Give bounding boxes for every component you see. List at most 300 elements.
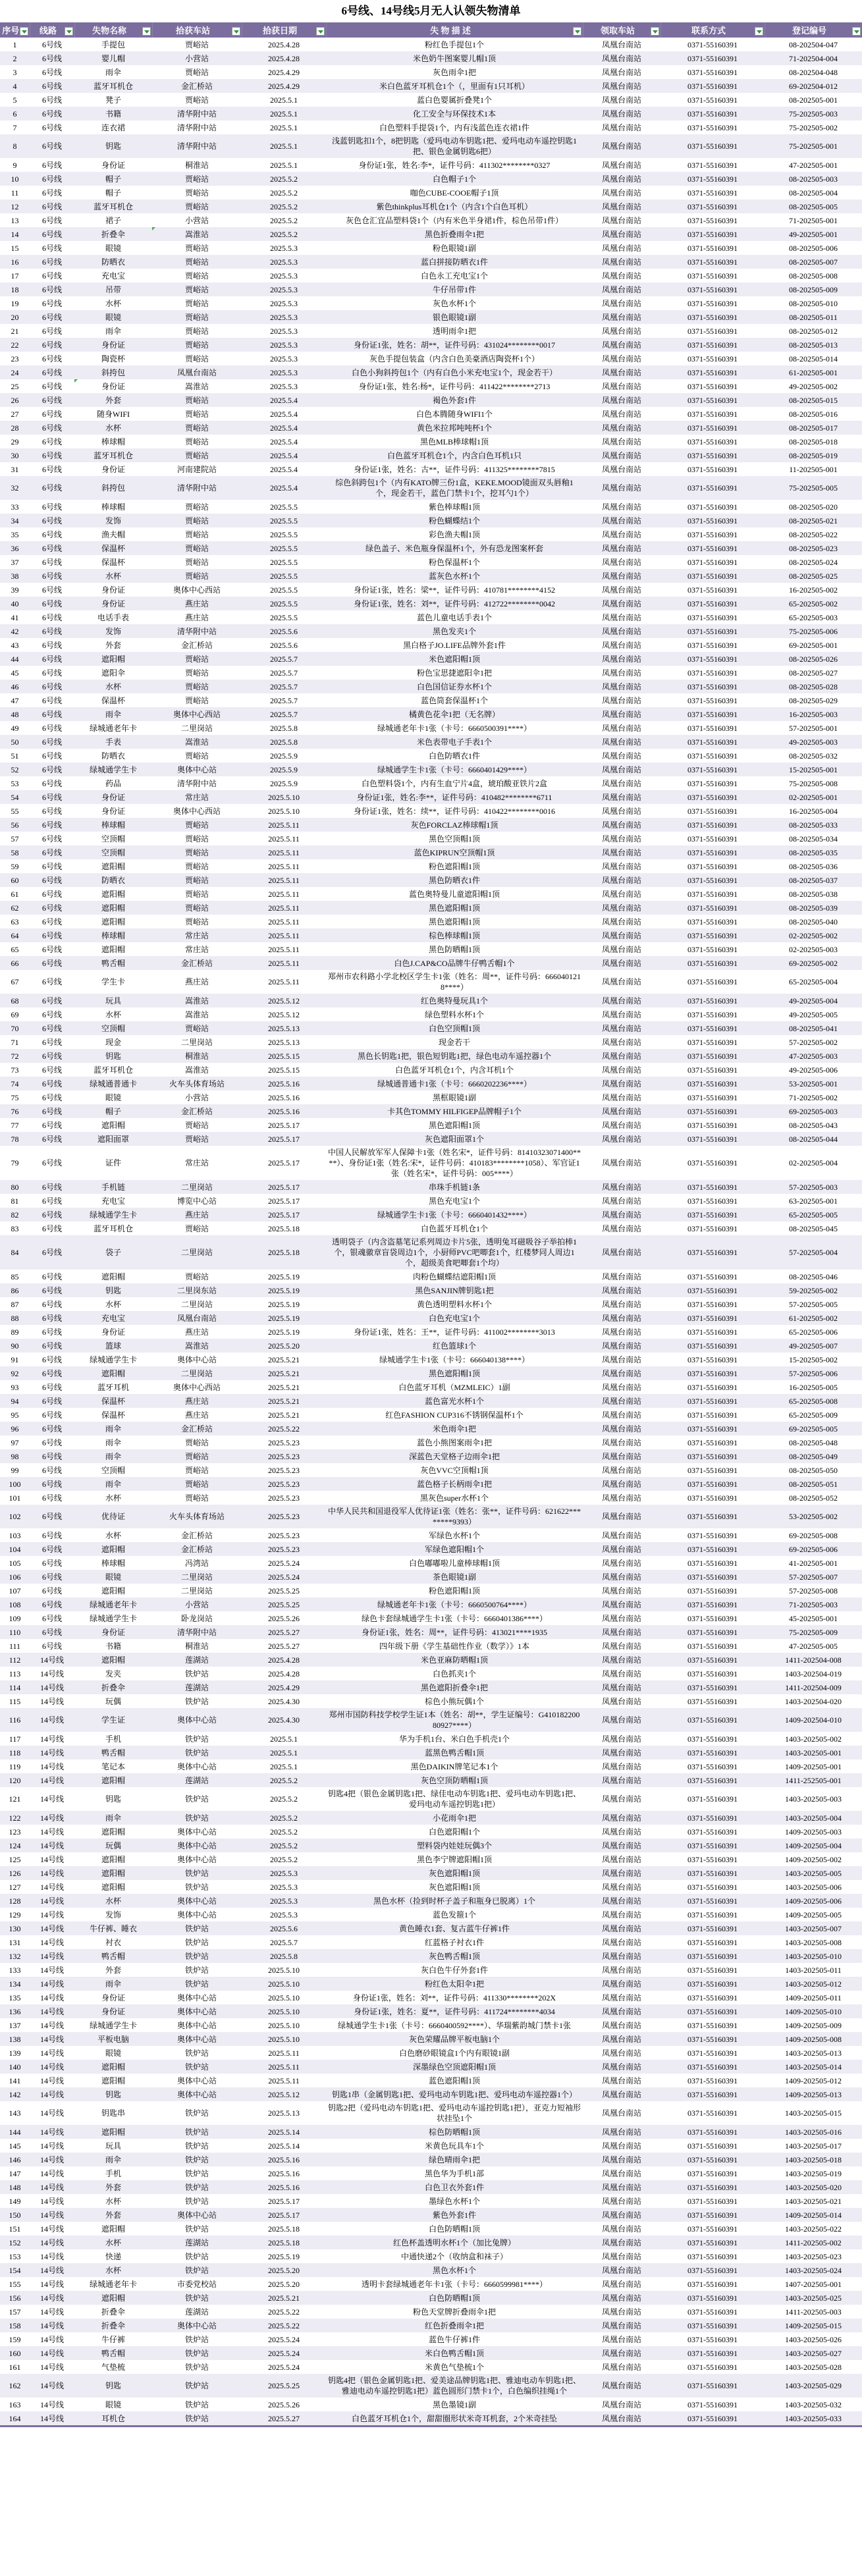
cell-no[interactable]: 135 [0,1991,30,2004]
cell-claim-station[interactable]: 凤凰台南站 [583,51,660,65]
cell-no[interactable]: 109 [0,1611,30,1625]
cell-item[interactable]: 遮阳帽 [74,2222,152,2236]
cell-line[interactable]: 6号线 [30,1542,74,1556]
cell-item[interactable]: 保温杯 [74,541,152,555]
cell-found-date[interactable]: 2025.5.3 [242,1880,326,1894]
cell-found-station[interactable]: 二里岗站 [152,1297,242,1311]
cell-found-date[interactable]: 2025.5.2 [242,213,326,227]
cell-claim-station[interactable]: 凤凰台南站 [583,1963,660,1977]
cell-reg-no[interactable]: 08-202504-047 [765,38,862,51]
cell-found-station[interactable]: 贾峪站 [152,555,242,569]
cell-claim-station[interactable]: 凤凰台南站 [583,1825,660,1838]
cell-item[interactable]: 遮阳面罩 [74,1132,152,1146]
cell-line[interactable]: 6号线 [30,970,74,994]
cell-description[interactable]: 白色蓝牙耳机仓1个 [326,1221,583,1235]
cell-description[interactable]: 茶色眼镜1副 [326,1570,583,1584]
cell-found-date[interactable]: 2025.5.3 [242,255,326,269]
cell-contact[interactable]: 0371-55160391 [660,2004,765,2018]
cell-found-date[interactable]: 2025.5.7 [242,1935,326,1949]
cell-claim-station[interactable]: 凤凰台南站 [583,527,660,541]
cell-contact[interactable]: 0371-55160391 [660,227,765,241]
cell-no[interactable]: 6 [0,107,30,121]
cell-found-station[interactable]: 贾峪站 [152,680,242,693]
cell-found-date[interactable]: 2025.5.7 [242,707,326,721]
cell-line[interactable]: 6号线 [30,1584,74,1597]
cell-reg-no[interactable]: 1403-202505-022 [765,2222,862,2236]
cell-contact[interactable]: 0371-55160391 [660,269,765,282]
cell-found-station[interactable]: 莲湖站 [152,1653,242,1667]
cell-item[interactable]: 眼镜 [74,310,152,324]
cell-line[interactable]: 14号线 [30,1880,74,1894]
cell-found-date[interactable]: 2025.5.2 [242,1852,326,1866]
cell-item[interactable]: 遮阳帽 [74,1653,152,1667]
cell-no[interactable]: 100 [0,1477,30,1491]
cell-claim-station[interactable]: 凤凰台南站 [583,1146,660,1180]
cell-description[interactable]: 白色防晒帽1顶 [326,2291,583,2305]
cell-contact[interactable]: 0371-55160391 [660,1311,765,1325]
cell-claim-station[interactable]: 凤凰台南站 [583,928,660,942]
cell-no[interactable]: 163 [0,2398,30,2411]
cell-found-station[interactable]: 贾峪站 [152,1436,242,1449]
cell-no[interactable]: 69 [0,1007,30,1021]
cell-found-station[interactable]: 常庄站 [152,928,242,942]
cell-line[interactable]: 6号线 [30,1477,74,1491]
cell-no[interactable]: 28 [0,421,30,435]
cell-found-date[interactable]: 2025.5.23 [242,1491,326,1505]
cell-no[interactable]: 133 [0,1963,30,1977]
cell-item[interactable]: 眼镜 [74,2398,152,2411]
cell-no[interactable]: 78 [0,1132,30,1146]
cell-item[interactable]: 手提包 [74,38,152,51]
cell-reg-no[interactable]: 1409-202505-004 [765,1838,862,1852]
cell-description[interactable]: 灰色FORCLAZ棒球帽1顶 [326,818,583,832]
cell-contact[interactable]: 0371-55160391 [660,462,765,476]
cell-contact[interactable]: 0371-55160391 [660,832,765,845]
cell-found-station[interactable]: 小营站 [152,1090,242,1104]
cell-found-station[interactable]: 贾峪站 [152,421,242,435]
cell-line[interactable]: 14号线 [30,2153,74,2166]
cell-line[interactable]: 6号线 [30,1597,74,1611]
cell-no[interactable]: 73 [0,1063,30,1077]
cell-claim-station[interactable]: 凤凰台南站 [583,1505,660,1528]
cell-reg-no[interactable]: 1403-202505-023 [765,2249,862,2263]
cell-reg-no[interactable]: 08-202505-049 [765,1449,862,1463]
cell-found-station[interactable]: 铁炉站 [152,2398,242,2411]
cell-claim-station[interactable]: 凤凰台南站 [583,379,660,393]
cell-found-date[interactable]: 2025.5.10 [242,2004,326,2018]
cell-claim-station[interactable]: 凤凰台南站 [583,790,660,804]
cell-no[interactable]: 121 [0,1787,30,1811]
cell-line[interactable]: 6号线 [30,1090,74,1104]
cell-description[interactable]: 身份证1张，姓名：胡**，证件号码：431024********0017 [326,338,583,352]
cell-found-date[interactable]: 2025.5.25 [242,1584,326,1597]
cell-claim-station[interactable]: 凤凰台南站 [583,338,660,352]
cell-found-station[interactable]: 贾峪站 [152,652,242,666]
cell-found-station[interactable]: 贾峪站 [152,514,242,527]
cell-item[interactable]: 帽子 [74,1104,152,1118]
cell-reg-no[interactable]: 49-202505-004 [765,994,862,1007]
cell-line[interactable]: 6号线 [30,583,74,597]
cell-line[interactable]: 6号线 [30,282,74,296]
cell-no[interactable]: 129 [0,1908,30,1921]
cell-no[interactable]: 87 [0,1297,30,1311]
cell-contact[interactable]: 0371-55160391 [660,352,765,365]
cell-description[interactable]: 红色折叠雨伞1把 [326,2319,583,2332]
cell-reg-no[interactable]: 08-202505-029 [765,693,862,707]
cell-line[interactable]: 6号线 [30,1528,74,1542]
cell-line[interactable]: 6号线 [30,158,74,172]
cell-found-station[interactable]: 清华附中站 [152,1625,242,1639]
cell-description[interactable]: 蓝色筒套保温杯1个 [326,693,583,707]
cell-item[interactable]: 折叠伞 [74,227,152,241]
cell-contact[interactable]: 0371-55160391 [660,1825,765,1838]
cell-line[interactable]: 6号线 [30,541,74,555]
cell-reg-no[interactable]: 1411-252505-001 [765,1773,862,1787]
cell-item[interactable]: 衬衣 [74,1935,152,1949]
cell-item[interactable]: 雨伞 [74,324,152,338]
cell-description[interactable]: 粉色眼镜1副 [326,241,583,255]
cell-description[interactable]: 身份证1张，姓名：刘**，证件号码：412722********0042 [326,597,583,610]
cell-no[interactable]: 16 [0,255,30,269]
cell-item[interactable]: 身份证 [74,2004,152,2018]
cell-no[interactable]: 98 [0,1449,30,1463]
cell-reg-no[interactable]: 08-202505-046 [765,1270,862,1283]
cell-no[interactable]: 85 [0,1270,30,1283]
cell-description[interactable]: 米黄色气垫梳1个 [326,2360,583,2374]
cell-found-date[interactable]: 2025.5.20 [242,2263,326,2277]
cell-no[interactable]: 159 [0,2332,30,2346]
cell-item[interactable]: 保温杯 [74,555,152,569]
cell-found-station[interactable]: 奥体中心西站 [152,583,242,597]
cell-claim-station[interactable]: 凤凰台南站 [583,2060,660,2074]
cell-claim-station[interactable]: 凤凰台南站 [583,1180,660,1194]
cell-line[interactable]: 6号线 [30,435,74,448]
cell-found-date[interactable]: 2025.5.8 [242,721,326,735]
cell-found-station[interactable]: 铁炉站 [152,1963,242,1977]
cell-line[interactable]: 14号线 [30,2398,74,2411]
cell-no[interactable]: 51 [0,749,30,763]
cell-claim-station[interactable]: 凤凰台南站 [583,1408,660,1422]
cell-description[interactable]: 黑色遮阳帽1顶 [326,915,583,928]
cell-claim-station[interactable]: 凤凰台南站 [583,1584,660,1597]
cell-reg-no[interactable]: 1409-202505-012 [765,2074,862,2087]
cell-description[interactable]: 灰色遮阳面罩1个 [326,1132,583,1146]
cell-contact[interactable]: 0371-55160391 [660,583,765,597]
cell-description[interactable]: 白色蓝牙耳机仓1个，内含白色耳机1只 [326,448,583,462]
cell-found-date[interactable]: 2025.5.18 [242,1221,326,1235]
cell-description[interactable]: 黑色水杯（捡到时杯子盖子和瓶身已脱离）1个 [326,1894,583,1908]
cell-item[interactable]: 外套 [74,1963,152,1977]
cell-found-date[interactable]: 2025.4.28 [242,1653,326,1667]
cell-found-station[interactable]: 奥体中心站 [152,1825,242,1838]
cell-claim-station[interactable]: 凤凰台南站 [583,393,660,407]
cell-no[interactable]: 50 [0,735,30,749]
cell-reg-no[interactable]: 57-202505-004 [765,1235,862,1270]
cell-contact[interactable]: 0371-55160391 [660,1380,765,1394]
cell-line[interactable]: 6号线 [30,421,74,435]
cell-found-date[interactable]: 2025.5.11 [242,942,326,956]
cell-description[interactable]: 灰色遮阳帽1顶 [326,1866,583,1880]
cell-found-date[interactable]: 2025.5.23 [242,1505,326,1528]
cell-item[interactable]: 水杯 [74,2194,152,2208]
cell-reg-no[interactable]: 1411-202505-002 [765,2236,862,2249]
cell-reg-no[interactable]: 75-202505-002 [765,121,862,134]
cell-line[interactable]: 6号线 [30,1570,74,1584]
cell-line[interactable]: 6号线 [30,448,74,462]
cell-contact[interactable]: 0371-55160391 [660,65,765,79]
cell-item[interactable]: 耳机仓 [74,2411,152,2425]
cell-description[interactable]: 红色篮球1个 [326,1339,583,1353]
cell-no[interactable]: 46 [0,680,30,693]
cell-description[interactable]: 墨绿色水杯1个 [326,2194,583,2208]
cell-item[interactable]: 钥匙 [74,2087,152,2101]
cell-item[interactable]: 遮阳帽 [74,859,152,873]
cell-no[interactable]: 44 [0,652,30,666]
cell-found-date[interactable]: 2025.5.11 [242,873,326,887]
cell-line[interactable]: 14号线 [30,1963,74,1977]
cell-reg-no[interactable]: 65-202505-009 [765,1408,862,1422]
cell-reg-no[interactable]: 08-202505-009 [765,282,862,296]
cell-reg-no[interactable]: 16-202505-005 [765,1380,862,1394]
filter-dropdown-icon[interactable] [20,27,28,36]
cell-description[interactable]: 华为手机1台、米白色手机壳1个 [326,1732,583,1746]
cell-found-station[interactable]: 博览中心站 [152,1194,242,1208]
cell-found-station[interactable]: 铁炉站 [152,1746,242,1759]
cell-contact[interactable]: 0371-55160391 [660,2305,765,2319]
cell-found-date[interactable]: 2025.5.10 [242,790,326,804]
cell-description[interactable]: 白色蓝牙耳机仓1个，内含耳机1个 [326,1063,583,1077]
cell-found-date[interactable]: 2025.5.3 [242,241,326,255]
cell-found-date[interactable]: 2025.5.11 [242,832,326,845]
cell-found-date[interactable]: 2025.5.2 [242,1838,326,1852]
cell-found-date[interactable]: 2025.5.2 [242,1825,326,1838]
cell-line[interactable]: 6号线 [30,241,74,255]
cell-item[interactable]: 书籍 [74,1639,152,1653]
cell-description[interactable]: 透明袋子（内含盗墓笔记系列周边卡片5张，透明兔耳磁吸谷子举拍棒1个，银魂徽章盲袋周边1个，小厨师PVC吧唧套1个，红楼梦同人周边1个，超级美食吧唧套1个均） [326,1235,583,1270]
cell-item[interactable]: 蓝牙耳机 [74,1380,152,1394]
cell-contact[interactable]: 0371-55160391 [660,2101,765,2125]
cell-description[interactable]: 身份证1张，姓名：夏**，证件号码：411724********4034 [326,2004,583,2018]
cell-contact[interactable]: 0371-55160391 [660,2139,765,2153]
cell-no[interactable]: 137 [0,2018,30,2032]
cell-item[interactable]: 雨伞 [74,65,152,79]
cell-description[interactable]: 白色塑料袋1个，内有生血宁片4盒，琥珀酸亚铁片2盒 [326,776,583,790]
cell-description[interactable]: 红色FASHION CUP316不锈钢保温杯1个 [326,1408,583,1422]
cell-found-date[interactable]: 2025.5.2 [242,1811,326,1825]
cell-reg-no[interactable]: 08-202505-001 [765,93,862,107]
cell-line[interactable]: 14号线 [30,2194,74,2208]
cell-no[interactable]: 86 [0,1283,30,1297]
cell-found-station[interactable]: 贾峪站 [152,1132,242,1146]
cell-found-station[interactable]: 桐淮站 [152,1639,242,1653]
cell-contact[interactable]: 0371-55160391 [660,255,765,269]
cell-item[interactable]: 书籍 [74,107,152,121]
cell-found-date[interactable]: 2025.5.23 [242,1449,326,1463]
cell-contact[interactable]: 0371-55160391 [660,1611,765,1625]
cell-no[interactable]: 114 [0,1680,30,1694]
cell-reg-no[interactable]: 49-202505-001 [765,227,862,241]
cell-reg-no[interactable]: 69-202505-005 [765,1422,862,1436]
cell-claim-station[interactable]: 凤凰台南站 [583,514,660,527]
cell-reg-no[interactable]: 08-202505-045 [765,1221,862,1235]
cell-line[interactable]: 6号线 [30,1007,74,1021]
cell-description[interactable]: 黑色水杯1个 [326,2263,583,2277]
cell-item[interactable]: 婴儿帽 [74,51,152,65]
cell-no[interactable]: 84 [0,1235,30,1270]
cell-contact[interactable]: 0371-55160391 [660,1852,765,1866]
cell-description[interactable]: 综色斜跨包1个（内有KATO牌三份1盒，KEKE.MOOD镜面双头唇釉1个，现金若干，蓝色门禁卡1个，挖耳勺1个） [326,476,583,500]
cell-no[interactable]: 9 [0,158,30,172]
cell-found-station[interactable]: 铁炉站 [152,2291,242,2305]
cell-claim-station[interactable]: 凤凰台南站 [583,1235,660,1270]
cell-found-date[interactable]: 2025.5.24 [242,1556,326,1570]
cell-no[interactable]: 94 [0,1394,30,1408]
cell-no[interactable]: 79 [0,1146,30,1180]
cell-found-station[interactable]: 铁炉站 [152,2153,242,2166]
cell-no[interactable]: 158 [0,2319,30,2332]
cell-contact[interactable]: 0371-55160391 [660,2208,765,2222]
cell-no[interactable]: 95 [0,1408,30,1422]
cell-found-date[interactable]: 2025.5.4 [242,448,326,462]
cell-line[interactable]: 6号线 [30,107,74,121]
cell-no[interactable]: 144 [0,2125,30,2139]
cell-item[interactable]: 棒球帽 [74,1556,152,1570]
cell-found-date[interactable]: 2025.5.3 [242,352,326,365]
cell-item[interactable]: 防晒衣 [74,749,152,763]
cell-reg-no[interactable]: 1403-202505-004 [765,1811,862,1825]
cell-line[interactable]: 6号线 [30,873,74,887]
cell-line[interactable]: 6号线 [30,65,74,79]
cell-description[interactable]: 白色J.CAP&CO品牌牛仔鸭舌帽1个 [326,956,583,970]
cell-contact[interactable]: 0371-55160391 [660,296,765,310]
cell-found-date[interactable]: 2025.5.16 [242,2180,326,2194]
cell-line[interactable]: 6号线 [30,693,74,707]
cell-no[interactable]: 162 [0,2374,30,2398]
cell-found-date[interactable]: 2025.5.2 [242,186,326,200]
cell-item[interactable]: 水杯 [74,1297,152,1311]
cell-reg-no[interactable]: 1403-202505-007 [765,1921,862,1935]
cell-reg-no[interactable]: 1403-202505-002 [765,1732,862,1746]
cell-line[interactable]: 14号线 [30,2180,74,2194]
cell-item[interactable]: 棒球帽 [74,435,152,448]
cell-no[interactable]: 102 [0,1505,30,1528]
cell-claim-station[interactable]: 凤凰台南站 [583,735,660,749]
cell-description[interactable]: 蓝白拼接防晒衣1件 [326,255,583,269]
cell-contact[interactable]: 0371-55160391 [660,1866,765,1880]
cell-claim-station[interactable]: 凤凰台南站 [583,2153,660,2166]
cell-description[interactable]: 身份证1张，姓名：刘**，证件号码：411330********202X [326,1991,583,2004]
cell-claim-station[interactable]: 凤凰台南站 [583,624,660,638]
cell-found-date[interactable]: 2025.5.7 [242,666,326,680]
cell-found-station[interactable]: 贾峪站 [152,241,242,255]
cell-line[interactable]: 14号线 [30,1991,74,2004]
cell-found-date[interactable]: 2025.5.25 [242,1597,326,1611]
cell-no[interactable]: 122 [0,1811,30,1825]
cell-no[interactable]: 5 [0,93,30,107]
cell-line[interactable]: 6号线 [30,269,74,282]
cell-item[interactable]: 手机 [74,2166,152,2180]
cell-found-date[interactable]: 2025.5.3 [242,1866,326,1880]
cell-claim-station[interactable]: 凤凰台南站 [583,1007,660,1021]
cell-reg-no[interactable]: 1403-202505-003 [765,1787,862,1811]
cell-line[interactable]: 6号线 [30,1491,74,1505]
cell-item[interactable]: 遮阳帽 [74,2291,152,2305]
cell-reg-no[interactable]: 08-202505-012 [765,324,862,338]
cell-description[interactable]: 黑色充电宝1个 [326,1194,583,1208]
cell-description[interactable]: 黑色折叠雨伞1把 [326,227,583,241]
cell-no[interactable]: 118 [0,1746,30,1759]
cell-found-date[interactable]: 2025.5.22 [242,2305,326,2319]
cell-reg-no[interactable]: 75-202505-001 [765,134,862,158]
cell-item[interactable]: 帽子 [74,172,152,186]
cell-no[interactable]: 160 [0,2346,30,2360]
cell-no[interactable]: 14 [0,227,30,241]
cell-no[interactable]: 101 [0,1491,30,1505]
cell-description[interactable]: 米白色鸭舌帽1顶 [326,2346,583,2360]
cell-line[interactable]: 6号线 [30,776,74,790]
cell-found-station[interactable]: 二里岗站 [152,1035,242,1049]
cell-item[interactable]: 学生证 [74,1708,152,1732]
cell-found-station[interactable]: 莲湖站 [152,2305,242,2319]
cell-contact[interactable]: 0371-55160391 [660,901,765,915]
cell-line[interactable]: 14号线 [30,2074,74,2087]
cell-line[interactable]: 6号线 [30,735,74,749]
cell-item[interactable]: 充电宝 [74,1194,152,1208]
cell-item[interactable]: 钥匙 [74,1283,152,1297]
cell-contact[interactable]: 0371-55160391 [660,1118,765,1132]
cell-reg-no[interactable]: 71-202504-004 [765,51,862,65]
cell-no[interactable]: 19 [0,296,30,310]
cell-claim-station[interactable]: 凤凰台南站 [583,1528,660,1542]
cell-found-date[interactable]: 2025.5.17 [242,1132,326,1146]
cell-line[interactable]: 6号线 [30,1463,74,1477]
cell-contact[interactable]: 0371-55160391 [660,1949,765,1963]
cell-line[interactable]: 6号线 [30,527,74,541]
cell-line[interactable]: 14号线 [30,2411,74,2425]
cell-description[interactable]: 白色嘟嘟啦儿童棒球帽1顶 [326,1556,583,1570]
cell-reg-no[interactable]: 02-202505-004 [765,1146,862,1180]
cell-no[interactable]: 42 [0,624,30,638]
cell-contact[interactable]: 0371-55160391 [660,1077,765,1090]
cell-no[interactable]: 138 [0,2032,30,2046]
cell-line[interactable]: 14号线 [30,2101,74,2125]
cell-item[interactable]: 玩偶 [74,1694,152,1708]
cell-reg-no[interactable]: 1403-202505-017 [765,2139,862,2153]
cell-reg-no[interactable]: 65-202505-008 [765,1394,862,1408]
cell-found-station[interactable]: 奥体中心站 [152,1852,242,1866]
cell-item[interactable]: 鸭舌帽 [74,2346,152,2360]
cell-claim-station[interactable]: 凤凰台南站 [583,282,660,296]
cell-reg-no[interactable]: 69-202505-003 [765,1104,862,1118]
cell-line[interactable]: 6号线 [30,1021,74,1035]
cell-found-date[interactable]: 2025.5.19 [242,1270,326,1283]
cell-item[interactable]: 篮球 [74,1339,152,1353]
cell-reg-no[interactable]: 08-202505-023 [765,541,862,555]
cell-found-station[interactable]: 贾峪站 [152,1270,242,1283]
filter-dropdown-icon[interactable] [651,27,659,36]
cell-found-station[interactable]: 二里岗东站 [152,1283,242,1297]
cell-contact[interactable]: 0371-55160391 [660,790,765,804]
cell-claim-station[interactable]: 凤凰台南站 [583,2222,660,2236]
cell-description[interactable]: 军绿色水杯1个 [326,1528,583,1542]
cell-line[interactable]: 6号线 [30,1297,74,1311]
cell-found-date[interactable]: 2025.5.2 [242,1773,326,1787]
cell-description[interactable]: 蓝色遮阳帽1顶 [326,2074,583,2087]
cell-description[interactable]: 白色永工充电宝1个 [326,269,583,282]
cell-found-station[interactable]: 燕庄站 [152,970,242,994]
cell-reg-no[interactable]: 08-202505-043 [765,1118,862,1132]
cell-found-station[interactable]: 贾峪站 [152,324,242,338]
